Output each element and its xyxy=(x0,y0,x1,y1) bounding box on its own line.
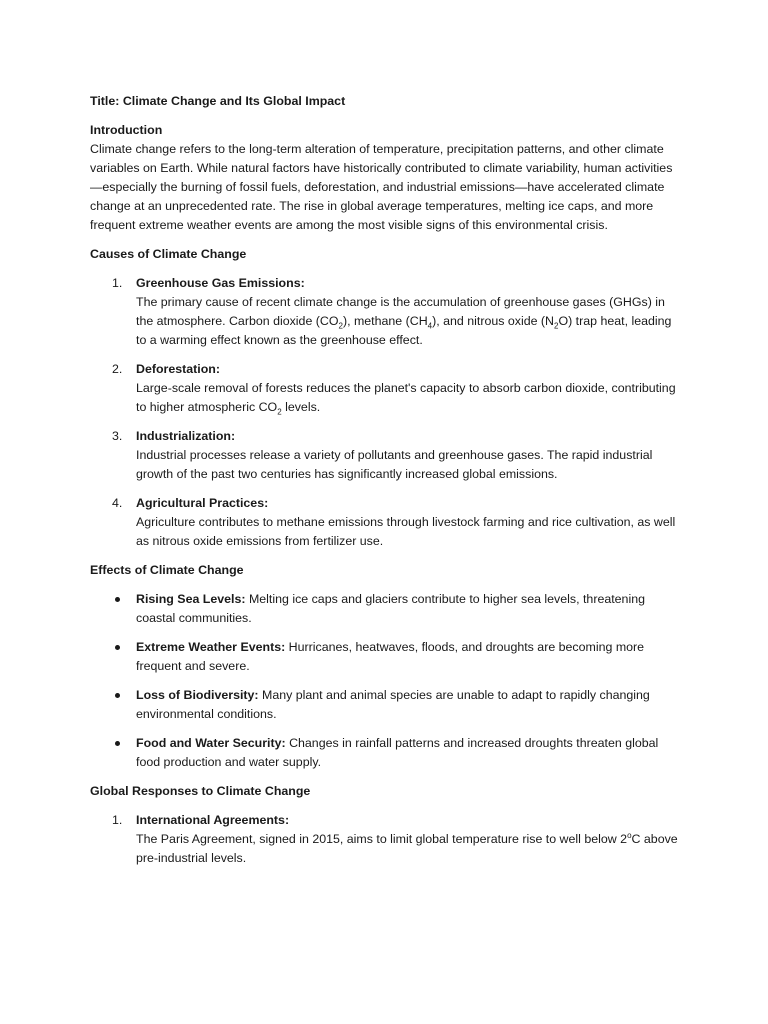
list-number: 1. xyxy=(112,813,123,827)
list-item-title: Agricultural Practices: xyxy=(136,496,269,510)
list-item-lead: Loss of Biodiversity: xyxy=(136,688,259,702)
causes-heading: Causes of Climate Change xyxy=(90,247,247,261)
bullet-icon xyxy=(115,693,120,698)
list-item-text: Melting ice caps and glaciers contribute to higher sea levels, threatening coastal communities. xyxy=(136,592,645,625)
effects-heading: Effects of Climate Change xyxy=(90,563,244,577)
list-item-text: The Paris Agreement, signed in 2015, aims to limit global temperature rise to well below 2$^o$C above pre-industrial levels. xyxy=(136,830,678,865)
list-item-text: Many plant and animal species are unable to adapt to rapidly changing environmental conditions. xyxy=(136,688,650,721)
list-item xyxy=(90,686,680,724)
list-item-title: Greenhouse Gas Emissions: xyxy=(136,276,305,290)
list-item-text: Changes in rainfall patterns and increased droughts threaten global food production and water supply. xyxy=(136,736,659,769)
list-item-title: International Agreements: xyxy=(136,813,290,827)
list-item-text: Large-scale removal of forests reduces the planet's capacity to absorb carbon dioxide, contributing to higher atmospheric $CO_2$ levels. xyxy=(136,381,676,417)
list-number: 2. xyxy=(112,362,123,376)
list-item-title: Industrialization: xyxy=(136,429,236,443)
list-item xyxy=(90,427,680,484)
list-item xyxy=(90,360,680,417)
list-item xyxy=(90,590,680,628)
list-item-title: Deforestation: xyxy=(136,362,220,376)
list-item xyxy=(90,734,680,772)
responses-list xyxy=(90,811,680,868)
list-item xyxy=(90,274,680,350)
bullet-icon xyxy=(115,741,120,746)
intro-heading: Introduction xyxy=(90,123,163,137)
list-item xyxy=(90,811,680,868)
list-number: 3. xyxy=(112,429,123,443)
bullet-icon xyxy=(115,645,120,650)
bullet-icon xyxy=(115,597,120,602)
list-item-text: Agriculture contributes to methane emissions through livestock farming and rice cultivation, as well as nitrous oxide emissions from fertilizer use. xyxy=(136,515,676,548)
list-item-text: The primary cause of recent climate change is the accumulation of greenhouse gases (GHGs) in the atmosphere. Carbon dioxide $(CO_2)$, methane $(CH_4)$, and nitrous oxide $(N_2O)$ trap heat, leading to a warming effect known as the greenhouse effect. xyxy=(136,295,672,347)
list-item-text: Hurricanes, heatwaves, floods, and droughts are becoming more frequent and severe. xyxy=(136,640,645,673)
list-item-text: Industrial processes release a variety of pollutants and greenhouse gases. The rapid industrial growth of the past two centuries has significantly increased global emissions. xyxy=(136,448,653,481)
list-number: 1. xyxy=(112,276,123,290)
causes-list xyxy=(90,274,680,551)
list-item xyxy=(90,494,680,551)
responses-heading: Global Responses to Climate Change xyxy=(90,784,311,798)
effects-list xyxy=(90,590,680,772)
list-item-lead: Extreme Weather Events: xyxy=(136,640,286,654)
list-item xyxy=(90,638,680,676)
list-number: 4. xyxy=(112,496,123,510)
list-item-lead: Food and Water Security: xyxy=(136,736,286,750)
list-item-lead: Rising Sea Levels: xyxy=(136,592,246,606)
document-body xyxy=(90,92,680,878)
document-title: Title: Climate Change and Its Global Impact xyxy=(90,94,346,108)
intro-paragraph: Climate change refers to the long-term alteration of temperature, precipitation patterns, and other climate variables on Earth. While natural factors have historically contributed to climate variability, human activities—especially the burning of fossil fuels, deforestation, and industrial emissions—have accelerated climate change at an unprecedented rate. The rise in global average temperatures, melting ice caps, and more frequent extreme weather events are among the most visible signs of this environmental crisis. xyxy=(90,142,673,232)
